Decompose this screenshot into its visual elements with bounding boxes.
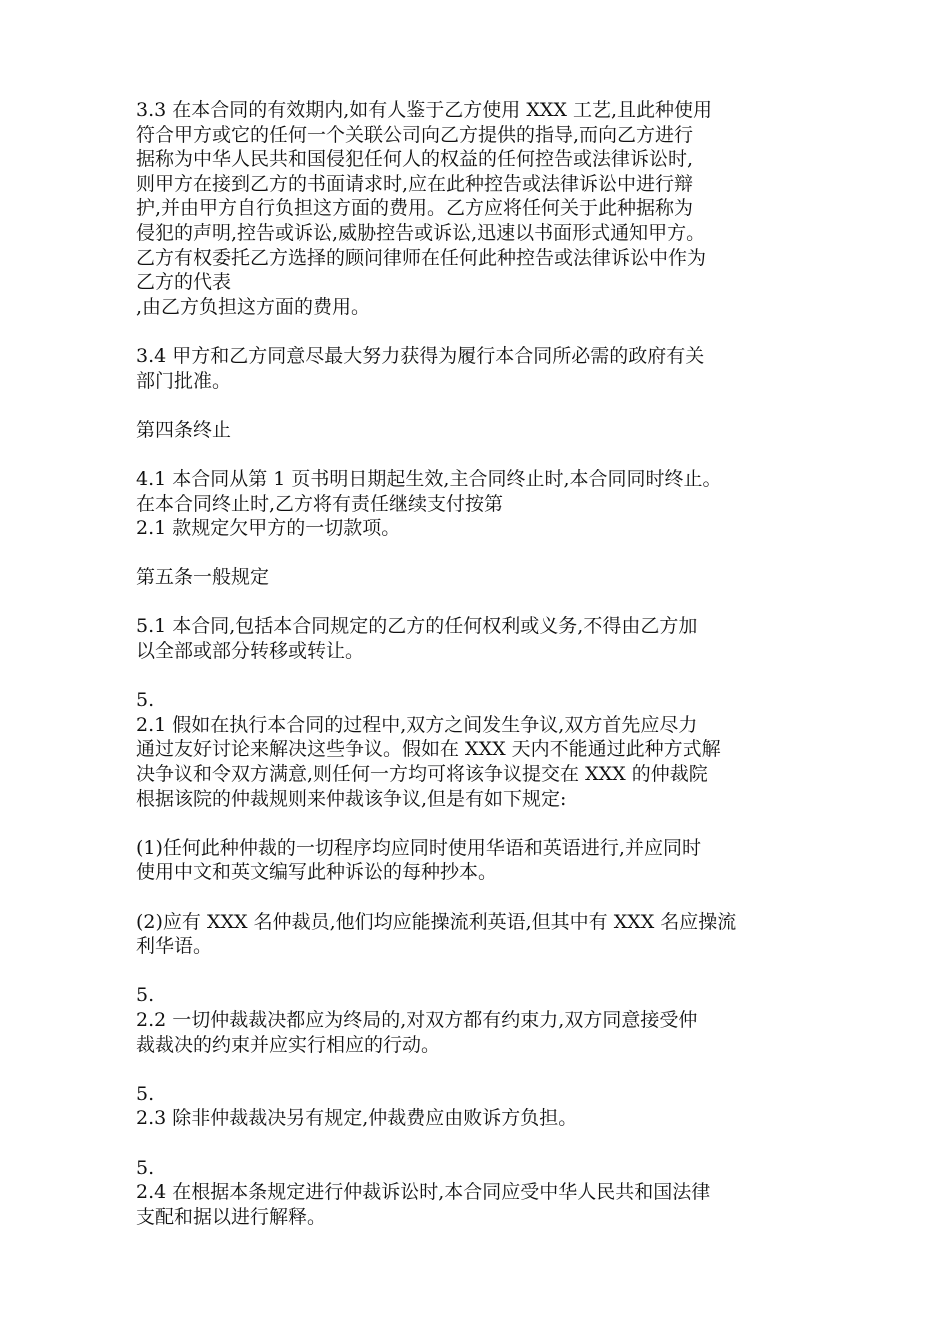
text-line: 在本合同终止时,乙方将有责任继续支付按第 <box>136 492 504 515</box>
text-line: 侵犯的声明,控告或诉讼,威胁控告或诉讼,迅速以书面形式通知甲方。 <box>136 221 706 244</box>
text-line: 2.3 除非仲裁裁决另有规定,仲裁费应由败诉方负担。 <box>136 1107 578 1130</box>
paragraph <box>136 983 826 1057</box>
text-line: 护,并由甲方自行负担这方面的费用。乙方应将任何关于此种据称为 <box>136 197 694 220</box>
text-line: 利华语。 <box>136 935 213 958</box>
text-line: 5. <box>136 984 155 1007</box>
text-line: 乙方的代表 <box>136 271 232 294</box>
paragraph <box>136 614 826 663</box>
paragraph <box>136 836 826 885</box>
text-line: 5.1 本合同,包括本合同规定的乙方的任何权利或义务,不得由乙方加 <box>136 615 698 638</box>
text-line: 通过友好讨论来解决这些争议。假如在 XXX 天内不能通过此种方式解 <box>136 738 721 761</box>
text-line: 乙方有权委托乙方选择的顾问律师在任何此种控告或法律诉讼中作为 <box>136 246 707 269</box>
text-line: 4.1 本合同从第 1 页书明日期起生效,主合同终止时,本合同同时终止。 <box>136 467 722 490</box>
text-line: 根据该院的仲裁规则来仲裁该争议,但是有如下规定: <box>136 787 567 810</box>
text-line: 符合甲方或它的任何一个关联公司向乙方提供的指导,而向乙方进行 <box>136 123 694 146</box>
text-line: 第五条一般规定 <box>136 566 270 589</box>
text-line: 部门批准。 <box>136 369 232 392</box>
text-line: 3.4 甲方和乙方同意尽最大努力获得为履行本合同所必需的政府有关 <box>136 344 705 367</box>
text-line: 以全部或部分转移或转让。 <box>136 640 365 663</box>
paragraph <box>136 688 826 811</box>
text-line: 2.1 假如在执行本合同的过程中,双方之间发生争议,双方首先应尽力 <box>136 713 698 736</box>
paragraph <box>136 344 826 393</box>
paragraph <box>136 1156 826 1230</box>
text-line: 2.4 在根据本条规定进行仲裁诉讼时,本合同应受中华人民共和国法律 <box>136 1181 711 1204</box>
document-page <box>136 98 826 1254</box>
text-line: 支配和据以进行解释。 <box>136 1205 327 1228</box>
paragraph <box>136 910 826 959</box>
text-line: ,由乙方负担这方面的费用。 <box>136 295 371 318</box>
paragraph <box>136 565 826 590</box>
text-line: 裁裁决的约束并应实行相应的行动。 <box>136 1033 441 1056</box>
text-line: 第四条终止 <box>136 418 232 441</box>
paragraph <box>136 418 826 443</box>
text-line: 5. <box>136 689 155 712</box>
text-line: (2)应有 XXX 名仲裁员,他们均应能操流利英语,但其中有 XXX 名应操流 <box>136 910 737 933</box>
text-line: 5. <box>136 1156 155 1179</box>
text-line: 使用中文和英文编写此种诉讼的每种抄本。 <box>136 861 498 884</box>
text-line: (1)任何此种仲裁的一切程序均应同时使用华语和英语进行,并应同时 <box>136 836 701 859</box>
text-line: 2.1 款规定欠甲方的一切款项。 <box>136 517 401 540</box>
paragraph <box>136 467 826 541</box>
text-line: 5. <box>136 1082 155 1105</box>
text-line: 决争议和令双方满意,则任何一方均可将该争议提交在 XXX 的仲裁院 <box>136 763 708 786</box>
paragraph <box>136 98 826 319</box>
text-line: 则甲方在接到乙方的书面请求时,应在此种控告或法律诉讼中进行辩 <box>136 172 694 195</box>
paragraph <box>136 1082 826 1131</box>
text-line: 据称为中华人民共和国侵犯任何人的权益的任何控告或法律诉讼时, <box>136 148 694 171</box>
text-line: 2.2 一切仲裁裁决都应为终局的,对双方都有约束力,双方同意接受仲 <box>136 1008 698 1031</box>
text-line: 3.3 在本合同的有效期内,如有人鉴于乙方使用 XXX 工艺,且此种使用 <box>136 99 712 121</box>
